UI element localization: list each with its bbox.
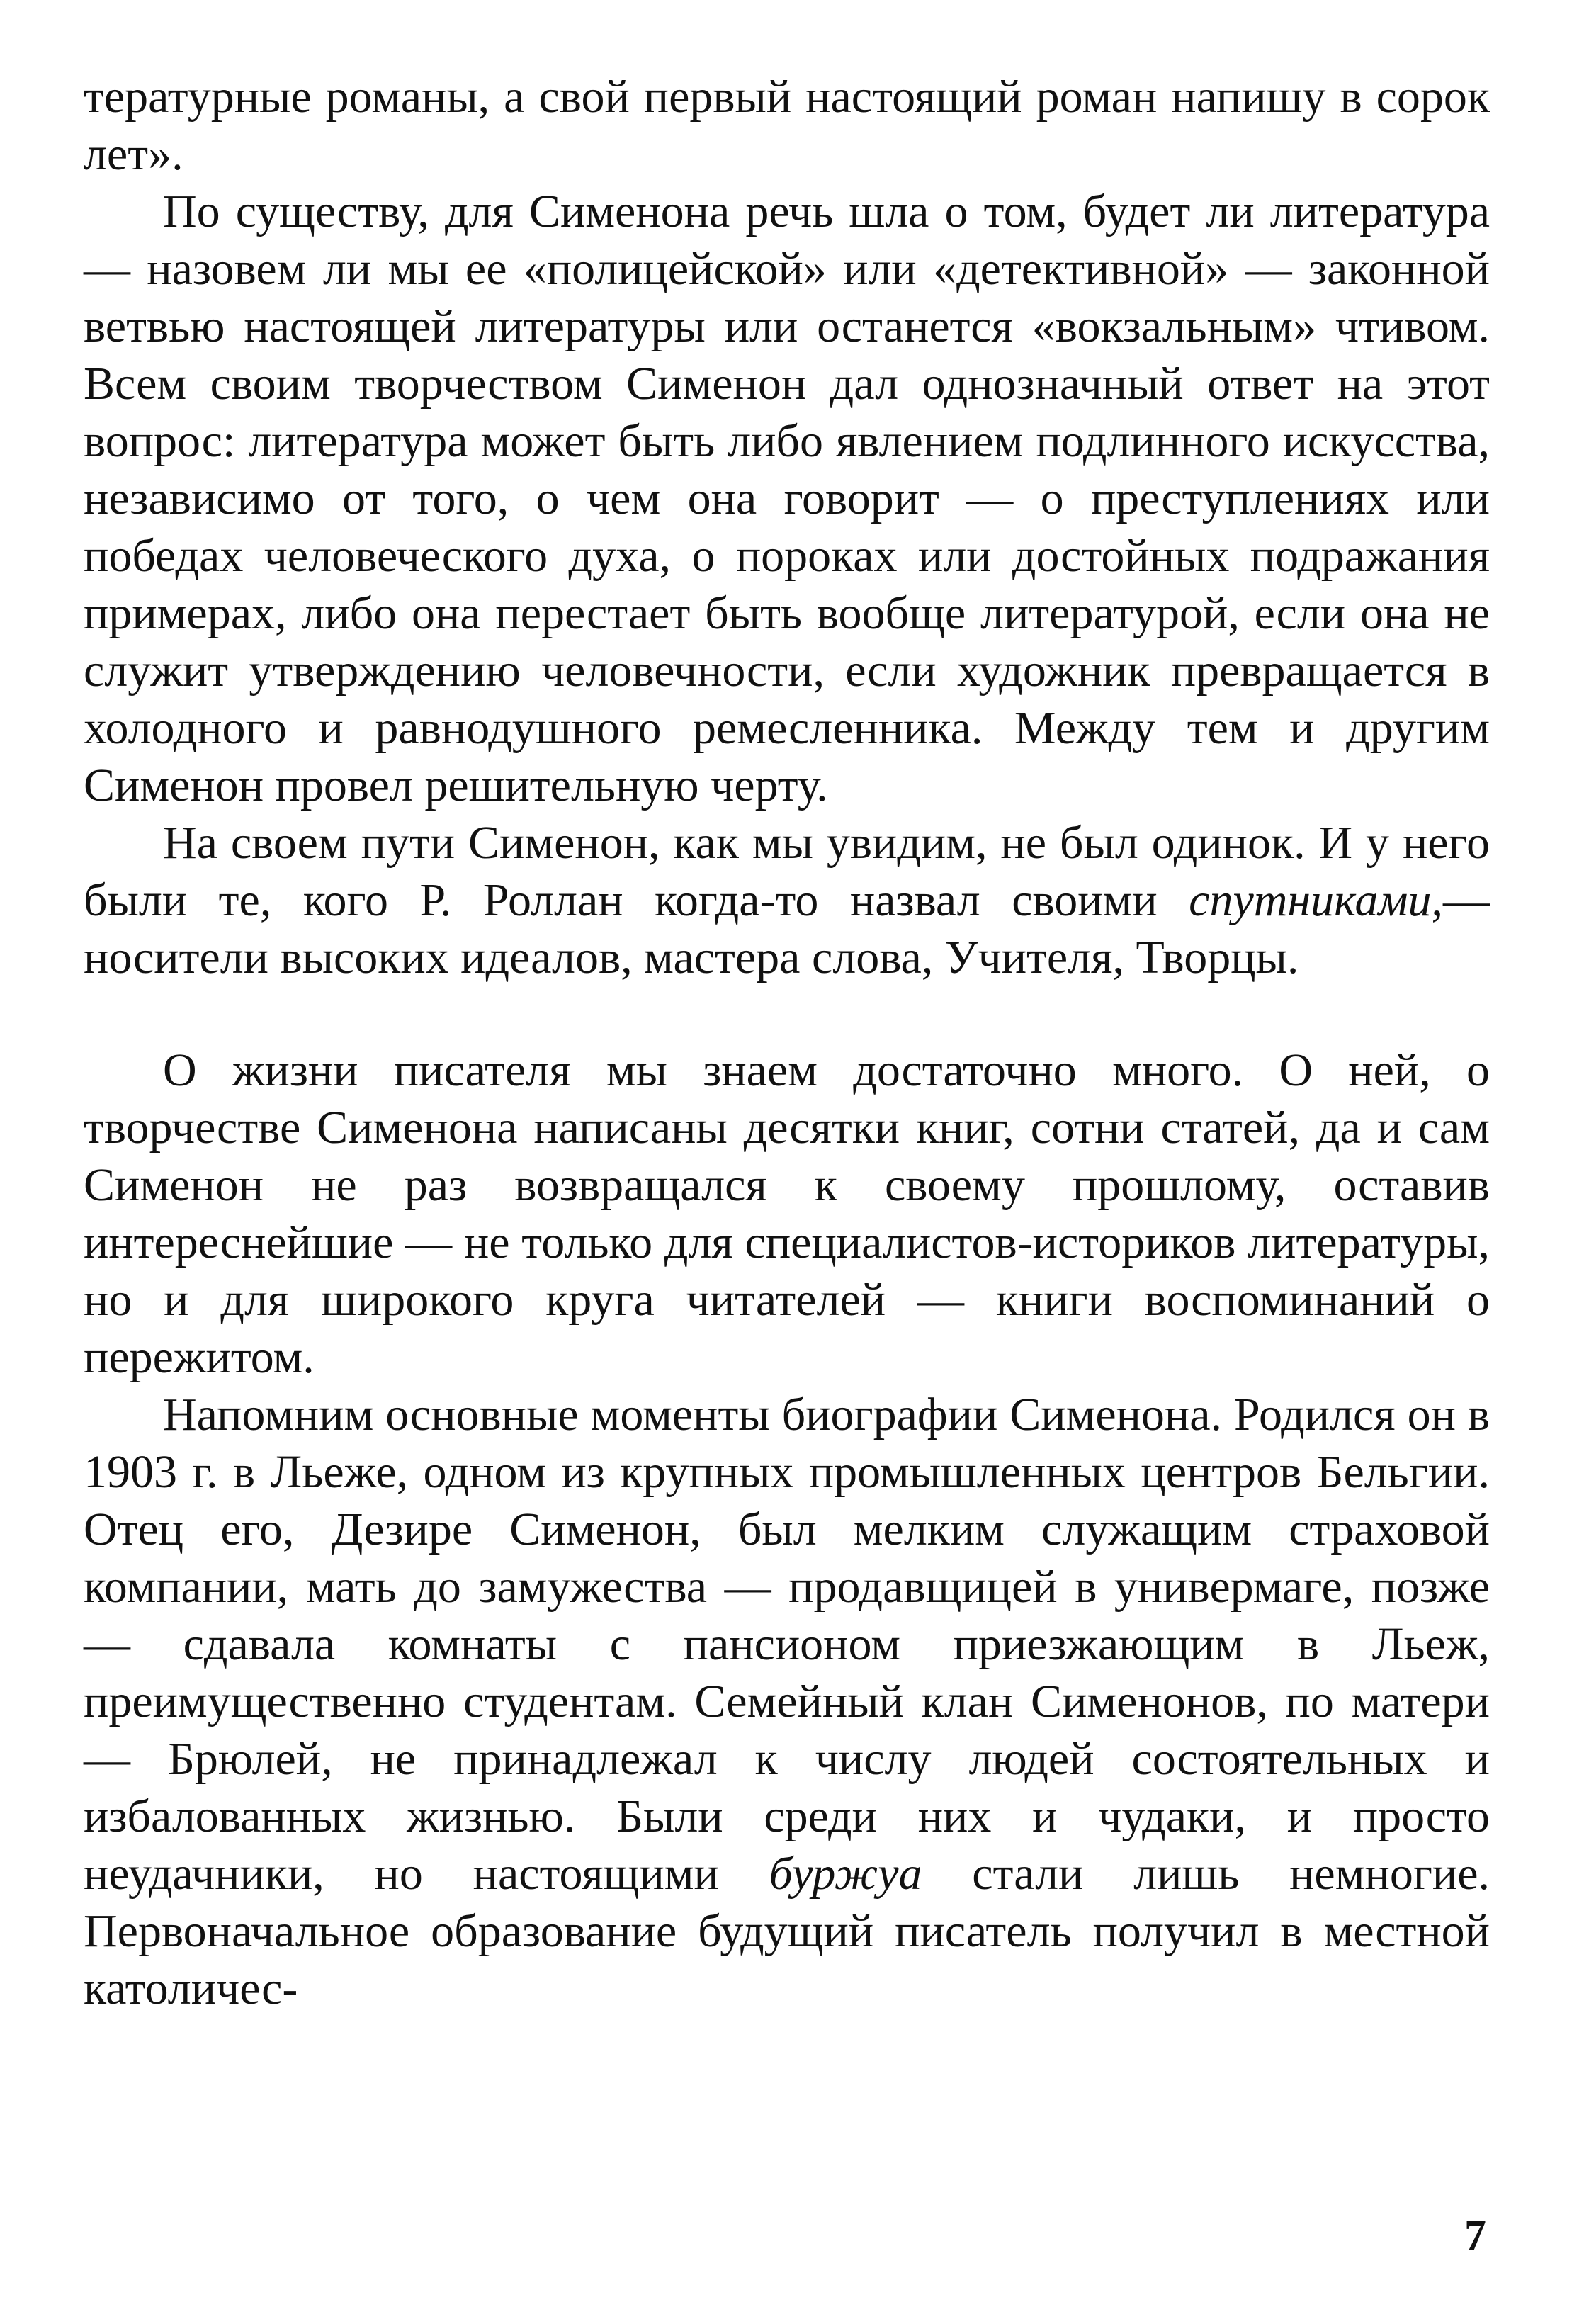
- paragraph-biography: [84, 1386, 1490, 2017]
- text-segment: Напомним основные моменты биографии Сименона. Родился он в 1903 г. в Льеже, одном из крупных промышленных центров Бельгии. Отец его, Дезире Сименон, был мелким служащим страховой компании, мать до замужества — продавщицей в универмаге, позже — сдавала комнаты с пансионом приезжающим в Льеж, преимущественно студентам. Семейный клан Сименонов, по матери — Брюлей, не принадлежал к числу людей состоятельных и избалованных жизнью. Были среди них и чудаки, и просто неудачники, но настоящими: [84, 1389, 1490, 1900]
- paragraph-continuation: [84, 68, 1490, 183]
- page-number: 7: [1464, 2211, 1486, 2260]
- text-segment: На своем пути Сименон, как мы увидим, не был одинок. И у него были те, кого Р. Роллан когда-то назвал своими: [84, 817, 1490, 926]
- book-page: [84, 68, 1490, 2017]
- text-segment: По существу, для Сименона речь шла о том, будет ли литература — назовем ли мы ее «полицейской» или «детективной» — законной ветвью настоящей литературы или останется «вокзальным» чтивом. Всем своим творчеством Сименон дал однозначный ответ на этот вопрос: литература может быть либо явлением подлинного искусства, независимо от того, о чем она говорит — о преступлениях или победах человеческого духа, о пороках или достойных подражания примерах, либо она перестает быть вообще литературой, если она не служит утверждению человечности, если художник превращается в холодного и равнодушного ремесленника. Между тем и другим Сименон провел решительную черту.: [84, 186, 1490, 811]
- text-segment: тературные романы, а свой первый настоящий роман напишу в сорок лет».: [84, 71, 1490, 180]
- italic-text-segment: спутниками: [1189, 874, 1432, 926]
- text-segment: стали лишь немногие. Первоначальное образование будущий писатель получил в местной католичес-: [84, 1848, 1490, 2014]
- italic-text-segment: буржуа: [769, 1848, 922, 1900]
- paragraph-writer-life: [84, 1042, 1490, 1386]
- section-break: [84, 986, 1490, 1042]
- text-segment: ,— носители высоких идеалов, мастера слова, Учителя, Творцы.: [84, 874, 1490, 983]
- text-segment: О жизни писателя мы знаем достаточно много. О ней, о творчестве Сименона написаны десятки книг, сотни статей, да и сам Сименон не раз возвращался к своему прошлому, оставив интереснейшие — не только для специалистов-историков литературы, но и для широкого круга читателей — книги воспоминаний о пережитом.: [84, 1044, 1490, 1383]
- paragraph-literature-question: [84, 183, 1490, 814]
- paragraph-companions: [84, 814, 1490, 986]
